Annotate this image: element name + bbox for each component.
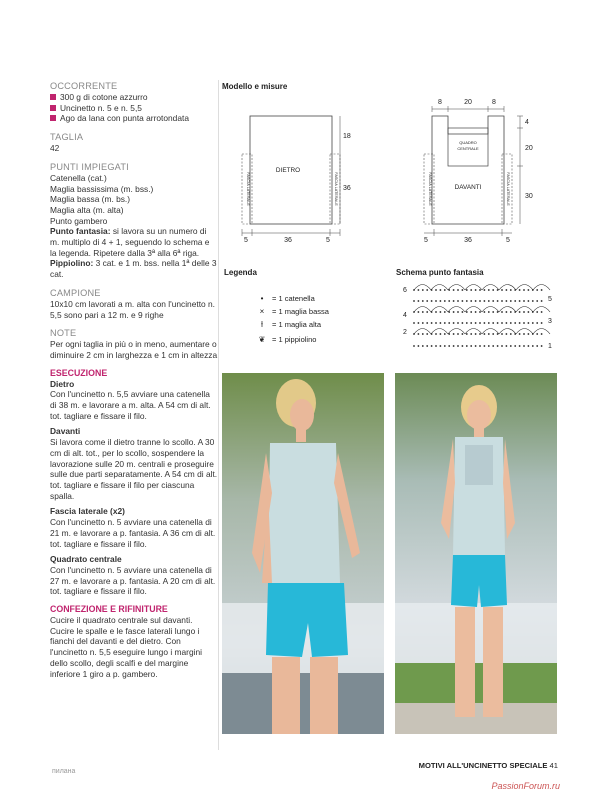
chain-mark: [422, 300, 424, 302]
chain-mark: [470, 289, 472, 291]
chain-mark: [484, 333, 486, 335]
chain-mark: [528, 300, 530, 302]
chain-mark: [435, 322, 437, 324]
chain-mark: [431, 300, 433, 302]
chain-mark: [501, 322, 503, 324]
punti-heading: PUNTI IMPIEGATI: [50, 161, 129, 172]
chain-mark: [501, 300, 503, 302]
fascia-label: FASCIA LATERALE: [334, 172, 338, 206]
dim-5: 5: [506, 237, 510, 244]
chain-mark: [536, 333, 538, 335]
crochet-top: [268, 443, 340, 583]
chain-mark: [431, 345, 433, 347]
bullet-square-icon: [50, 105, 56, 111]
chain-mark: [440, 311, 442, 313]
chain-mark: [506, 311, 508, 313]
chain-mark: [514, 322, 516, 324]
fan-mark: [465, 307, 482, 313]
chain-mark: [510, 311, 512, 313]
chain-mark: [541, 311, 543, 313]
column-divider: [218, 80, 219, 750]
chain-mark: [431, 322, 433, 324]
dim-18: 18: [343, 133, 351, 140]
dietro-heading: Dietro: [50, 378, 75, 389]
dim-5: 5: [326, 237, 330, 244]
chain-mark: [479, 322, 481, 324]
chain-mark: [484, 345, 486, 347]
chain-mark: [501, 311, 503, 313]
legend-item: • = 1 catenella: [252, 294, 315, 303]
chain-mark: [506, 322, 508, 324]
watermark: PassionForum.ru: [491, 781, 560, 791]
chain-mark: [462, 289, 464, 291]
photo-front-view: [395, 373, 557, 734]
single-crochet-icon: ×: [259, 307, 265, 316]
confezione-text: Cucire il quadrato centrale sul davanti. Cucire le spalle e le fasce laterali lungo i fianchi del davanti e del dietro. Con l'uncinetto n. 5,5 eseguire lungo i margini dello scollo, degli scalfi e del margine inferiore 1 giro a p. gambero.: [50, 615, 202, 679]
page-footer: MOTIVI ALL'UNCINETTO SPECIALE 41: [418, 761, 558, 770]
chain-mark: [422, 289, 424, 291]
chain-mark: [426, 311, 428, 313]
chain-mark: [466, 333, 468, 335]
chain-mark: [453, 289, 455, 291]
quadrato-heading: Quadrato centrale: [50, 554, 122, 565]
punti-line: Maglia bassa (m. bs.): [50, 194, 131, 205]
dim-36v: 36: [343, 185, 351, 192]
chain-mark: [422, 311, 424, 313]
chain-mark: [532, 300, 534, 302]
chain-mark: [457, 289, 459, 291]
row-label: 5: [548, 296, 552, 303]
chain-mark: [488, 311, 490, 313]
instructions-column: [50, 80, 218, 679]
row-label: 6: [403, 287, 407, 294]
chain-mark: [453, 311, 455, 313]
chain-mark: [422, 322, 424, 324]
legend-item: ❦ = 1 pippiolino: [252, 335, 316, 344]
chain-mark: [426, 289, 428, 291]
chain-mark: [492, 300, 494, 302]
chain-mark: [466, 289, 468, 291]
stitch-marks: [413, 285, 550, 347]
chain-mark: [470, 311, 472, 313]
chain-mark: [510, 345, 512, 347]
chain-mark: [457, 322, 459, 324]
chain-mark: [426, 345, 428, 347]
chain-mark: [501, 345, 503, 347]
chain-mark: [492, 289, 494, 291]
chain-mark: [528, 289, 530, 291]
chain-mark: [501, 333, 503, 335]
davanti-text: Si lavora come il dietro tranne lo scollo. A 30 cm di alt. tot., per lo scollo, sospendere la lavorazione sulle 20 m. centrali e proseguire sulle due parti separatamente. A 54 cm di alt. tot. tagliare e fissare il filo per ciascuna spalla.: [50, 437, 218, 501]
chain-mark: [479, 311, 481, 313]
chain-mark: [475, 311, 477, 313]
chain-mark: [470, 345, 472, 347]
fascia-label: FASCIA LATERALE: [428, 172, 432, 206]
chain-mark: [519, 333, 521, 335]
davanti-heading: Davanti: [50, 426, 81, 437]
chain-mark: [462, 300, 464, 302]
dim-20: 20: [464, 99, 472, 106]
davanti-label: DAVANTI: [454, 184, 482, 191]
chain-mark: [488, 333, 490, 335]
occorrente-heading: OCCORRENTE: [50, 81, 118, 91]
chain-mark: [536, 289, 538, 291]
punti-line: Catenella (cat.): [50, 172, 107, 183]
fascia-heading: Fascia laterale (x2): [50, 506, 125, 517]
chain-mark: [418, 322, 420, 324]
chain-mark: [528, 345, 530, 347]
chain-mark: [541, 322, 543, 324]
chain-mark: [448, 322, 450, 324]
chain-mark: [519, 311, 521, 313]
chain-mark: [457, 300, 459, 302]
bullet-square-icon: [50, 115, 56, 121]
chain-mark: [488, 289, 490, 291]
chain-mark: [435, 311, 437, 313]
chain-mark: [475, 322, 477, 324]
chain-mark: [453, 345, 455, 347]
chain-mark: [418, 311, 420, 313]
chain-mark: [484, 300, 486, 302]
fan-mark: [499, 329, 516, 335]
chain-mark: [470, 300, 472, 302]
taglia-value: 42: [50, 143, 60, 154]
chain-mark: [519, 289, 521, 291]
fan-mark: [516, 329, 533, 335]
row-label: 1: [548, 343, 552, 350]
chain-mark: [444, 311, 446, 313]
fan-mark: [465, 285, 482, 291]
dim-30: 30: [525, 193, 533, 200]
legend-item: × = 1 maglia bassa: [252, 307, 329, 316]
chain-mark: [444, 322, 446, 324]
occorrente-item: Ago da lana con punta arrotondata: [50, 113, 218, 124]
chain-mark: [519, 345, 521, 347]
chain-mark: [510, 300, 512, 302]
dietro-text: Con l'uncinetto n. 5,5 avviare una catenella di 38 m. e lavorare a m. alta. A 54 cm di alt. tot. tagliare e fissare il filo.: [50, 389, 211, 421]
davanti-outline: [432, 116, 504, 224]
fascia-text: Con l'uncinetto n. 5 avviare una catenella di 21 m. e lavorare a p. fantasia. A 36 cm di alt. tot. tagliare e fissare il filo.: [50, 517, 216, 549]
chain-mark: [510, 289, 512, 291]
chain-mark: [466, 300, 468, 302]
chain-mark: [453, 300, 455, 302]
chain-mark: [523, 322, 525, 324]
legenda-title: Legenda: [224, 268, 257, 277]
chain-mark: [466, 345, 468, 347]
chain-mark: [501, 289, 503, 291]
schematic-diagram: [222, 92, 562, 252]
chain-mark: [466, 311, 468, 313]
fan-mark: [516, 285, 533, 291]
fan-mark: [431, 329, 448, 335]
footer-left-mark: пилана: [52, 768, 76, 775]
chain-mark: [528, 311, 530, 313]
chain-mark: [492, 345, 494, 347]
fan-mark: [431, 307, 448, 313]
quadro-label: QUADRO: [459, 140, 477, 145]
fan-mark: [516, 307, 533, 313]
chain-mark: [523, 333, 525, 335]
quadro-label: CENTRALE: [457, 146, 479, 151]
chain-mark: [519, 322, 521, 324]
chain-mark: [453, 333, 455, 335]
chain-mark: [514, 345, 516, 347]
occorrente-item: Uncinetto n. 5 e n. 5,5: [50, 103, 218, 114]
occorrente-item: 300 g di cotone azzurro: [50, 92, 218, 103]
chain-mark: [528, 322, 530, 324]
chain-mark: [510, 322, 512, 324]
chain-mark: [426, 322, 428, 324]
note-heading: NOTE: [50, 328, 77, 339]
chain-mark: [462, 333, 464, 335]
chain-mark: [444, 333, 446, 335]
chain-mark: [536, 345, 538, 347]
legend-item: ƚ = 1 maglia alta: [252, 320, 321, 329]
chain-mark: [448, 345, 450, 347]
schema-title: Schema punto fantasia: [396, 268, 484, 277]
chain-mark: [457, 345, 459, 347]
note-text: Per ogni taglia in più o in meno, aumentare o diminuire 2 cm in larghezza e 1 cm in altezza: [50, 339, 218, 360]
chain-mark: [475, 300, 477, 302]
chain-mark: [497, 345, 499, 347]
chain-icon: •: [260, 294, 264, 303]
fan-mark: [431, 285, 448, 291]
chain-mark: [418, 300, 420, 302]
chain-mark: [418, 289, 420, 291]
chain-mark: [444, 289, 446, 291]
punti-line: Punto gambero: [50, 215, 108, 226]
chain-mark: [492, 311, 494, 313]
bullet-square-icon: [50, 94, 56, 100]
chain-mark: [435, 289, 437, 291]
fan-mark: [499, 307, 516, 313]
chain-mark: [519, 300, 521, 302]
chain-mark: [497, 322, 499, 324]
fascia-label: FASCIA LATERALE: [506, 172, 510, 206]
chain-mark: [418, 345, 420, 347]
chain-mark: [440, 289, 442, 291]
diagram-title: Modello e misure: [222, 82, 288, 91]
chain-mark: [492, 333, 494, 335]
photo-back-view: [222, 373, 384, 734]
punti-line: Maglia bassissima (m. bss.): [50, 183, 154, 194]
chain-mark: [514, 300, 516, 302]
chain-mark: [448, 300, 450, 302]
chain-mark: [484, 311, 486, 313]
dietro-label: DIETRO: [275, 167, 301, 174]
chain-mark: [536, 300, 538, 302]
chain-mark: [475, 345, 477, 347]
chain-mark: [488, 322, 490, 324]
chain-mark: [541, 345, 543, 347]
dim-20v: 20: [525, 145, 533, 152]
chain-mark: [523, 289, 525, 291]
chain-mark: [444, 345, 446, 347]
chain-mark: [457, 333, 459, 335]
chain-mark: [536, 322, 538, 324]
chain-mark: [528, 333, 530, 335]
chain-mark: [506, 333, 508, 335]
chain-mark: [470, 333, 472, 335]
confezione-heading: CONFEZIONE E RIFINITURE: [50, 604, 168, 615]
chain-mark: [413, 345, 415, 347]
picot-icon: ❦: [258, 335, 266, 344]
fascia-label: FASCIA LATERALE: [246, 172, 250, 206]
row-label: 3: [548, 318, 552, 325]
chain-mark: [536, 311, 538, 313]
chain-mark: [484, 322, 486, 324]
dim-8: 8: [438, 99, 442, 106]
chain-mark: [479, 289, 481, 291]
campione-heading: CAMPIONE: [50, 287, 101, 298]
chain-mark: [440, 345, 442, 347]
chain-mark: [523, 311, 525, 313]
punti-line: Maglia alta (m. alta): [50, 204, 124, 215]
chain-mark: [422, 345, 424, 347]
chain-mark: [426, 300, 428, 302]
chain-mark: [435, 300, 437, 302]
chain-mark: [444, 300, 446, 302]
chain-mark: [541, 333, 543, 335]
chain-mark: [475, 289, 477, 291]
chain-mark: [497, 300, 499, 302]
stitch-chart: [400, 282, 560, 352]
punto-fantasia-desc: Punto fantasia: si lavora su un numero di m. multiplo di 4 + 1, seguendo lo schema e la legenda. Ripetere dalla 3ª alla 6ª riga.: [50, 226, 210, 258]
chain-mark: [440, 300, 442, 302]
chain-mark: [462, 311, 464, 313]
campione-text: 10x10 cm lavorati a m. alta con l'uncinetto n. 5,5 sono pari a 12 m. e 9 righe: [50, 298, 215, 320]
chain-mark: [435, 345, 437, 347]
chain-mark: [426, 333, 428, 335]
chain-mark: [523, 300, 525, 302]
chain-mark: [532, 345, 534, 347]
chain-mark: [453, 322, 455, 324]
chain-mark: [506, 289, 508, 291]
chain-mark: [479, 333, 481, 335]
chain-mark: [413, 300, 415, 302]
fan-mark: [465, 329, 482, 335]
quadrato-text: Con l'uncinetto n. 5 avviare una catenella di 27 m. e lavorare a p. fantasia. A 20 cm di alt. tot. tagliare e fissare il filo.: [50, 564, 216, 597]
chain-mark: [541, 289, 543, 291]
chain-mark: [440, 322, 442, 324]
chain-mark: [532, 322, 534, 324]
chain-mark: [488, 345, 490, 347]
dim-36: 36: [464, 237, 472, 244]
chain-mark: [488, 300, 490, 302]
chain-mark: [466, 322, 468, 324]
chain-mark: [492, 322, 494, 324]
chain-mark: [413, 322, 415, 324]
esecuzione-heading: ESECUZIONE: [50, 367, 108, 378]
chain-mark: [435, 333, 437, 335]
chain-mark: [523, 345, 525, 347]
chain-mark: [479, 345, 481, 347]
chain-mark: [479, 300, 481, 302]
dim-4: 4: [525, 119, 529, 126]
row-label: 4: [403, 312, 407, 319]
chain-mark: [462, 322, 464, 324]
chain-mark: [541, 300, 543, 302]
chain-mark: [484, 289, 486, 291]
chain-mark: [506, 345, 508, 347]
dim-5: 5: [424, 237, 428, 244]
chain-mark: [457, 311, 459, 313]
taglia-heading: TAGLIA: [50, 132, 84, 143]
chain-mark: [440, 333, 442, 335]
chain-mark: [475, 333, 477, 335]
chain-mark: [506, 300, 508, 302]
pippiolino-desc: Pippiolino: 3 cat. e 1 m. bss. nella 1ª delle 3 cat.: [50, 258, 217, 280]
row-label: 2: [403, 329, 407, 336]
double-crochet-icon: ƚ: [261, 320, 263, 329]
chain-mark: [418, 333, 420, 335]
fan-mark: [499, 285, 516, 291]
chain-mark: [422, 333, 424, 335]
dim-36: 36: [284, 237, 292, 244]
dim-8: 8: [492, 99, 496, 106]
chain-mark: [510, 333, 512, 335]
chain-mark: [470, 322, 472, 324]
chain-mark: [462, 345, 464, 347]
dim-5: 5: [244, 237, 248, 244]
